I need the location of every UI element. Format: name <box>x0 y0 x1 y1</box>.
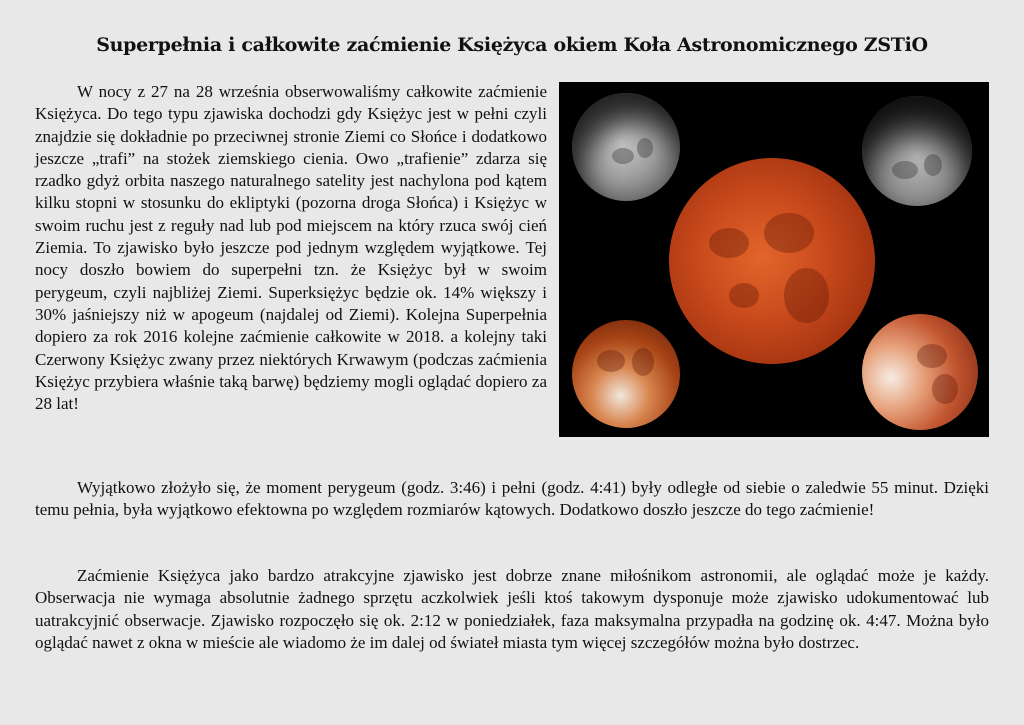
document-title: Superpełnia i całkowite zaćmienie Księżyca okiem Koła Astronomicznego ZSTiO <box>96 34 928 56</box>
grey-moon-top-left <box>572 93 680 201</box>
paragraph-perigee: Wyjątkowo złożyło się, że moment perygeum (godz. 3:46) i pełni (godz. 4:41) były odległe od siebie o zaledwie 55 minut. Dzięki temu pełnia, była wyjątkowo efektowna po względem rozmiarów kątowych. Dodatkowo doszło jeszcze do tego zaćmienie! <box>35 478 989 520</box>
red-moon-center <box>669 158 875 364</box>
paragraph-intro: W nocy z 27 na 28 września obserwowaliśmy całkowite zaćmienie Księżyca. Do tego typu zjawiska dochodzi gdy Księżyc jest w pełni czyli znajdzie się dokładnie po przeciwnej stronie Ziemi co Słońce i dodatkowo jeszcze „trafi” na stożek ziemskiego cienia. Owo „trafienie” zdarza się rzadko gdyż orbita naszego naturalnego satelity jest nachylona pod kątem kilku stopni w stosunku do ekliptyki (pozorna droga Słońca) i Księżyc w swoim ruchu jest z reguły nad lub pod miejscem na który rzuca swój cień Ziemia. To zjawisko było jeszcze pod jednym względem wyjątkowe. Tej nocy doszło bowiem do superpełni tzn. że Księżyc był w swoim perygeum, czyli najbliżej Ziemi. Superksiężyc będzie ok. 14% większy i 30% jaśniejszy niż w apogeum (najdalej od Ziemi). Kolejna Superpełnia dopiero za rok 2016 kolejne zaćmienie całkowite w 2018. a kolejny taki Czerwony Księżyc zwany przez niektórych Krwawym (podczas zaćmienia Księżyc przybiera właśnie taką barwę) będziemy mogli oglądać dopiero za 28 lat! <box>35 82 547 414</box>
partial-eclipse-moon-bottom-left <box>572 320 680 428</box>
partial-eclipse-moon-bottom-right <box>862 314 978 430</box>
lunar-eclipse-photo <box>559 82 989 437</box>
grey-moon-top-right <box>862 96 972 206</box>
paragraph-observation: Zaćmienie Księżyca jako bardzo atrakcyjne zjawisko jest dobrze znane miłośnikom astronomii, ale oglądać może je każdy. Obserwacja nie wymaga absolutnie żadnego sprzętu aczkolwiek jeśli ktoś takowym dysponuje może zjawisko udokumentować lub uatrakcyjnić obserwacje. Zjawisko rozpoczęło się ok. 2:12 w poniedziałek, faza maksymalna przypadła na godzinę ok. 4:47. Można było oglądać nawet z okna w mieście ale wiadomo że im dalej od świateł miasta tym więcej szczegółów można było dostrzec. <box>35 566 989 652</box>
